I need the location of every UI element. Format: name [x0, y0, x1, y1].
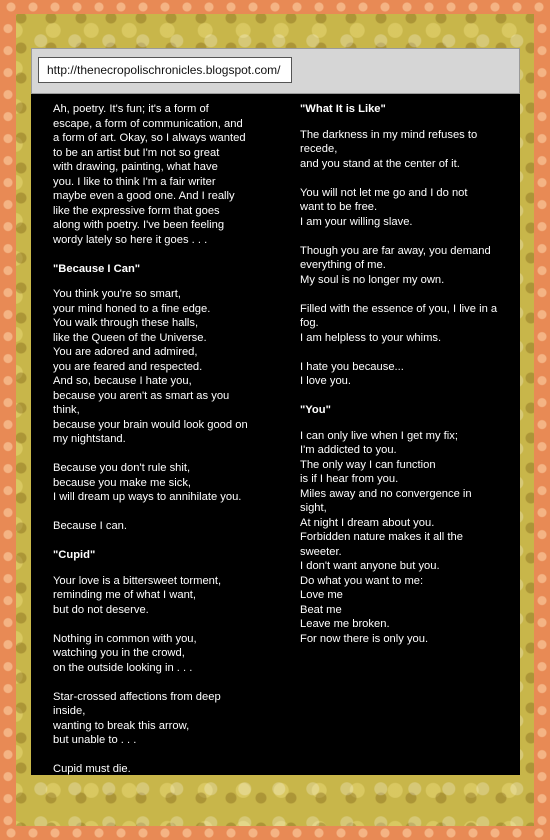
poem-title-you: "You"	[300, 404, 331, 416]
poem-stanza: You think you're so smart, your mind honed to a fine edge. You walk through these halls, like the Queen of the Universe. You are adored and admired, you are feared and respected. And so, because I hate you, because you aren't as smart as you think, because your brain would look good on my nightstand.	[53, 288, 248, 445]
border-decoration-right	[534, 0, 550, 840]
right-column	[300, 102, 510, 661]
poem-stanza: Star-crossed affections from deep inside, wanting to break this arrow, but unable to . . .	[53, 690, 221, 746]
left-column	[53, 98, 268, 791]
poem-stanza: Your love is a bittersweet torment, reminding me of what I want, but do not deserve.	[53, 574, 222, 616]
poem-stanza: I can only live when I get my fix; I'm addicted to you. The only way I can function is if I hear from you. Miles away and no convergence in sight, At night I dream about you. Forbidden nature makes it all the sweeter. I don't want anyone but you. Do what you want to me: Love me Beat me Leave me broken. For now there is only you.	[300, 429, 472, 645]
poem-title-because-i-can: "Because I Can"	[53, 262, 141, 275]
poem-stanza: Nothing in common with you, watching you in the crowd, on the outside looking in . . .	[53, 632, 197, 674]
address-bar	[31, 48, 520, 94]
poem-stanza: I hate you because... I love you.	[300, 360, 404, 387]
content-panel	[31, 48, 520, 775]
poem-stanza: Cupid must die.	[53, 763, 131, 775]
poem-stanza: Because I can.	[53, 520, 128, 532]
url-field[interactable]: http://thenecropolischronicles.blogspot.com/	[38, 57, 292, 83]
border-decoration-top	[0, 0, 550, 14]
poem-stanza: Filled with the essence of you, I live in a fog. I am helpless to your whims.	[300, 302, 498, 344]
border-decoration-bottom	[0, 826, 550, 840]
poem-title-cupid: "Cupid"	[53, 549, 96, 561]
border-decoration-left	[0, 0, 16, 840]
poem-stanza: The darkness in my mind refuses to recede, and you stand at the center of it.	[300, 128, 478, 170]
poem-stanza: Because you don't rule shit, because you make me sick, I will dream up ways to annihilate you.	[53, 462, 242, 503]
intro-text: Ah, poetry. It's fun; it's a form of escape, a form of communication, and a form of art. Okay, so I always wanted to be an artist but I'm not so great with drawing, painting, what have you. I like to think I'm a fair writer maybe even a good one. And I really like the expressive form that goes along with poetry. I've been feeling wordy lately so here it goes . . .	[53, 103, 246, 246]
poem-stanza: You will not let me go and I do not want to be free. I am your willing slave.	[300, 186, 468, 228]
poem-stanza: Though you are far away, you demand everything of me. My soul is no longer my own.	[300, 244, 491, 286]
poem-title-what-it-is-like: "What It is Like"	[300, 103, 386, 115]
